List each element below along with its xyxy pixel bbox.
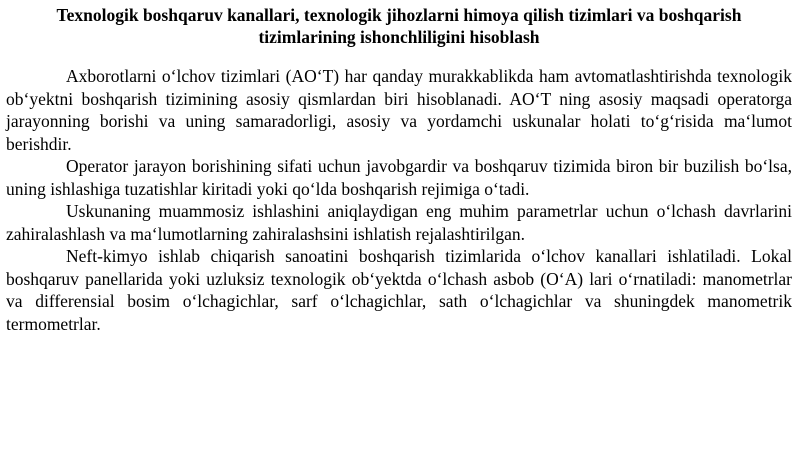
document-title: Texnologik boshqaruv kanallari, texnologik jihozlarni himoya qilish tizimlari va boshqarish tizimlarining ishonchliligini hisoblash <box>56 5 742 47</box>
paragraph-3: Uskunaning muammosiz ishlashini aniqlaydigan eng muhim parametrlar uchun o‘lchash davrlarini zahiralashlash va ma‘lumotlarning zahiralashsini ishlatish rejalashtirilgan. <box>6 201 792 244</box>
paragraph-2: Operator jarayon borishining sifati uchun javobgardir va boshqaruv tizimida biron bir buzilish bo‘lsa, uning ishlashiga tuzatishlar kiritadi yoki qo‘lda boshqarish rejimiga o‘tadi. <box>6 156 792 199</box>
paragraph-4: Neft-kimyo ishlab chiqarish sanoatini boshqarish tizimlarida o‘lchov kanallari ishlatiladi. Lokal boshqaruv panellarida yoki uzluksiz texnologik ob‘yektda o‘lchash asbob (O‘A) lari o‘rnatiladi: manometrlar va differensial bosim o‘lchagichlar, sarf o‘lchagichlar, sath o‘lchagichlar va shuningdek manometrik termometrlar. <box>6 246 792 334</box>
paragraph-1: Axborotlarni o‘lchov tizimlari (AO‘T) har qanday murakkablikda ham avtomatlashtirishda texnologik ob‘yektni boshqarish tizimining asosiy qismlardan biri hisoblanadi. AO‘T ning asosiy maqsadi operatorga jarayonning borishi va uning samaradorligi, asosiy va yordamchi uskunalar holati to‘g‘risida ma‘lumot berishdir. <box>6 66 792 154</box>
